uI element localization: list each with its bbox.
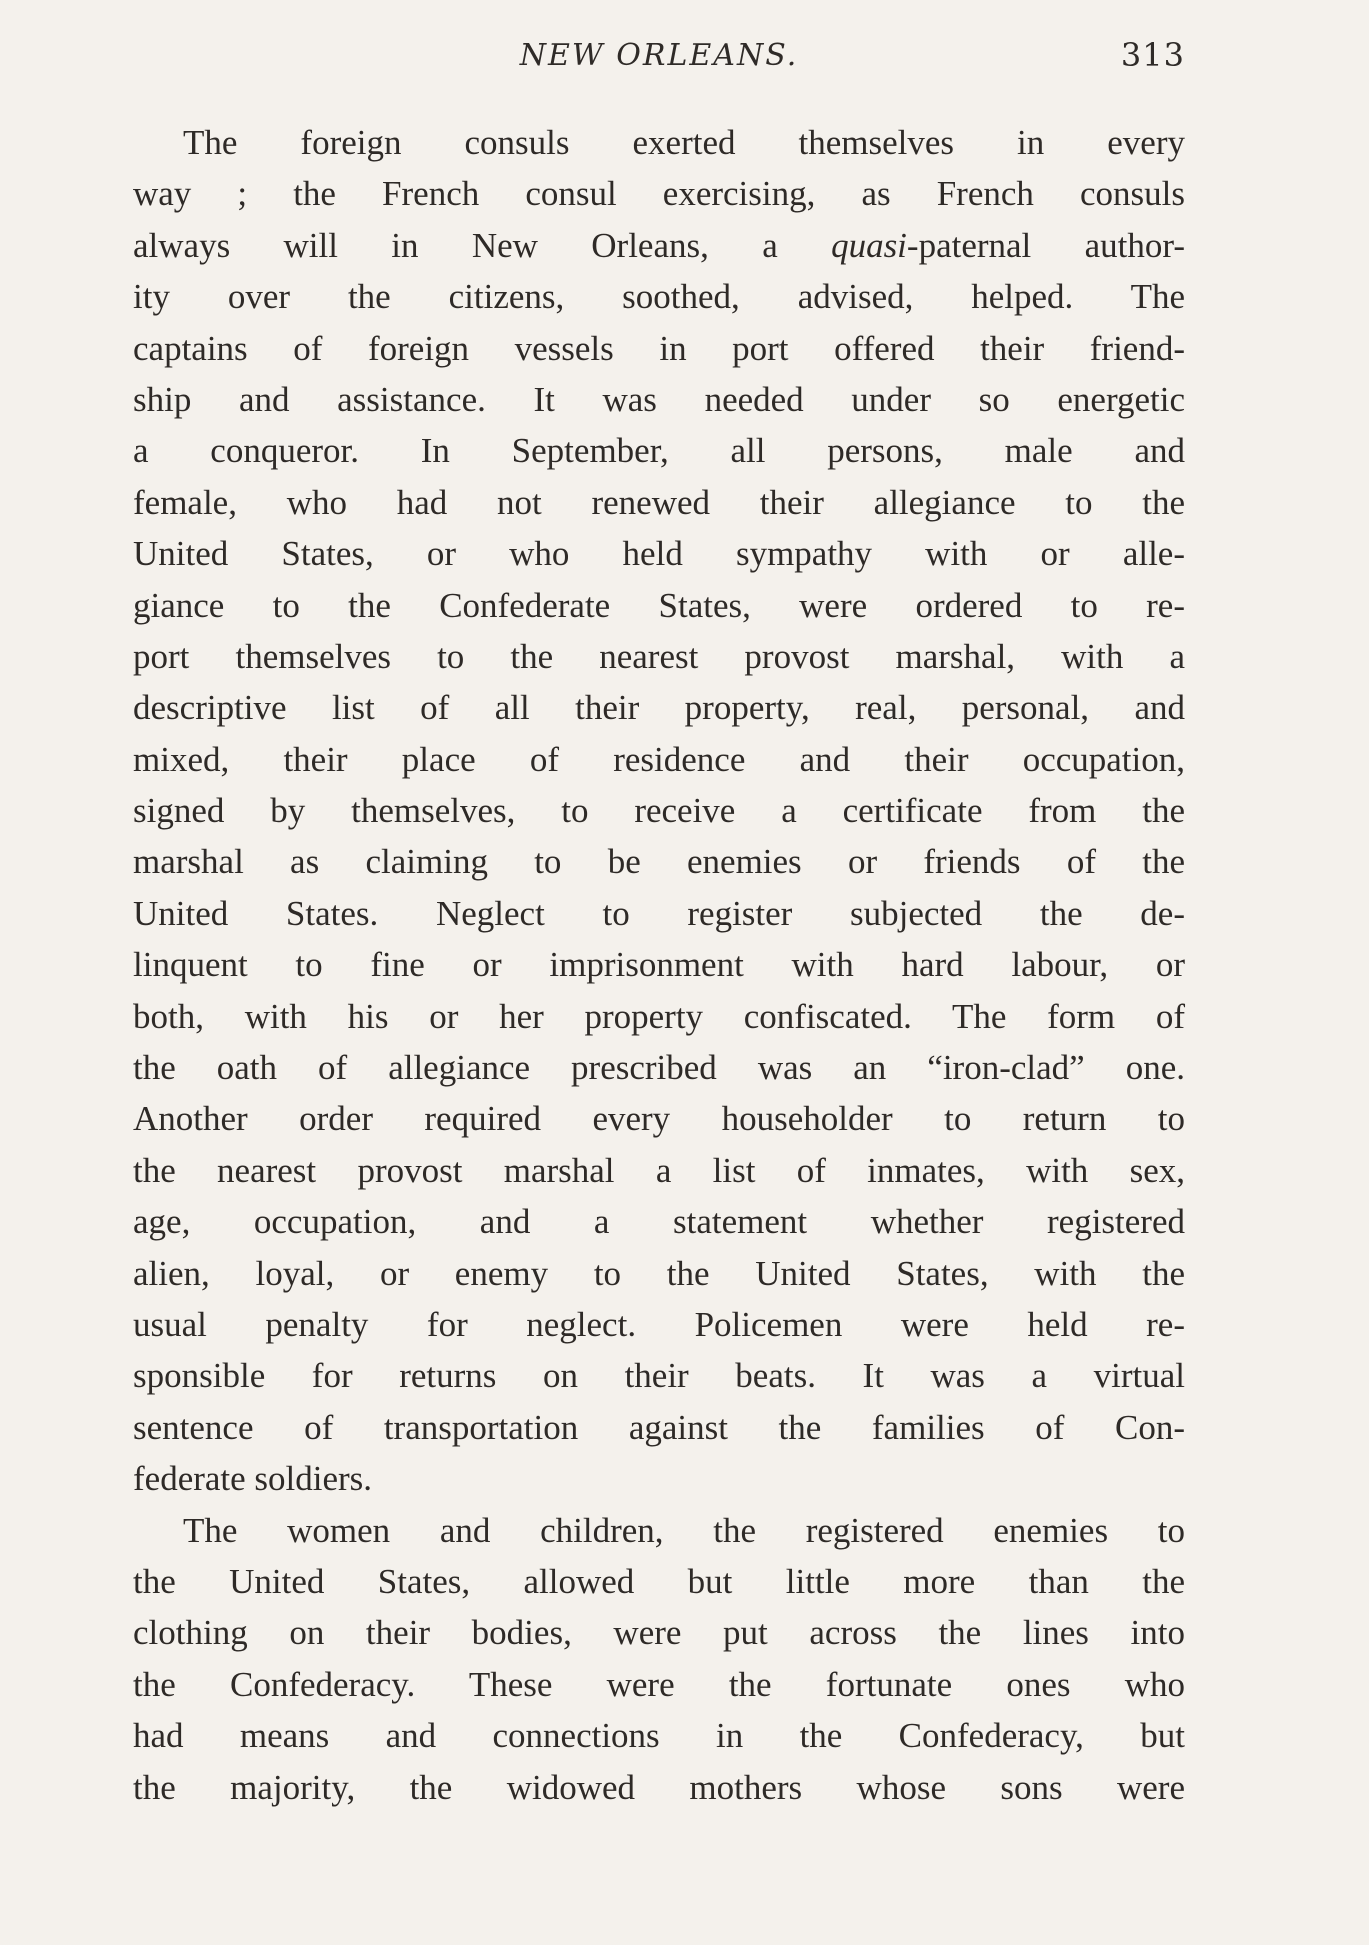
text-line: federate soldiers.: [133, 1459, 373, 1499]
text-line: linquent to fine or imprisonment with hard labour, or: [133, 945, 1185, 985]
text-line: captains of foreign vessels in port offered their friend-: [133, 328, 1185, 368]
running-head: [133, 34, 1185, 84]
text-line: both, with his or her property confiscated. The form of: [133, 996, 1185, 1036]
text-line: way ; the French consul exercising, as French consuls: [133, 174, 1185, 214]
text-line: sponsible for returns on their beats. It was a virtual: [133, 1356, 1185, 1396]
text-line: mixed, their place of residence and their occupation,: [133, 739, 1185, 779]
text-line: female, who had not renewed their allegiance to the: [133, 482, 1185, 522]
text-line: port themselves to the nearest provost marshal, with a: [133, 636, 1185, 676]
text-line: clothing on their bodies, were put across the lines into: [133, 1613, 1185, 1653]
text-line: always will in New Orleans, a quasi-paternal author-: [133, 225, 1185, 265]
italic-word: quasi: [831, 225, 907, 265]
text-line: giance to the Confederate States, were ordered to re-: [133, 585, 1185, 625]
text-line: sentence of transportation against the families of Con-: [133, 1407, 1185, 1447]
page-number: 313: [1120, 36, 1185, 74]
text-line: the Confederacy. These were the fortunate ones who: [133, 1664, 1185, 1704]
text-line: a conqueror. In September, all persons, male and: [133, 431, 1185, 471]
text-line: descriptive list of all their property, real, personal, and: [133, 688, 1185, 728]
text-line: United States. Neglect to register subjected the de-: [133, 893, 1185, 933]
text-line: Another order required every householder to return to: [133, 1099, 1185, 1139]
text-line: United States, or who held sympathy with or alle-: [133, 534, 1185, 574]
text-line: the oath of allegiance prescribed was an “iron-clad” one.: [133, 1048, 1185, 1088]
text-line: alien, loyal, or enemy to the United States, with the: [133, 1253, 1185, 1293]
text-line: usual penalty for neglect. Policemen were held re-: [133, 1304, 1185, 1344]
text-line: The foreign consuls exerted themselves in every: [183, 123, 1185, 162]
text-line: the majority, the widowed mothers whose sons were: [133, 1767, 1185, 1807]
text-line: signed by themselves, to receive a certificate from the: [133, 791, 1185, 831]
text-line: ship and assistance. It was needed under so energetic: [133, 379, 1185, 419]
text-line: ity over the citizens, soothed, advised, helped. The: [133, 277, 1185, 317]
text-line: the nearest provost marshal a list of inmates, with sex,: [133, 1150, 1185, 1190]
text-line: age, occupation, and a statement whether registered: [133, 1202, 1185, 1242]
text-line: had means and connections in the Confederacy, but: [133, 1716, 1185, 1756]
text-line: the United States, allowed but little more than the: [133, 1561, 1185, 1601]
body-text: [133, 117, 1185, 1813]
running-title: NEW ORLEANS.: [519, 38, 799, 73]
text-line: The women and children, the registered enemies to: [183, 1510, 1185, 1550]
text-line: marshal as claiming to be enemies or friends of the: [133, 842, 1185, 882]
